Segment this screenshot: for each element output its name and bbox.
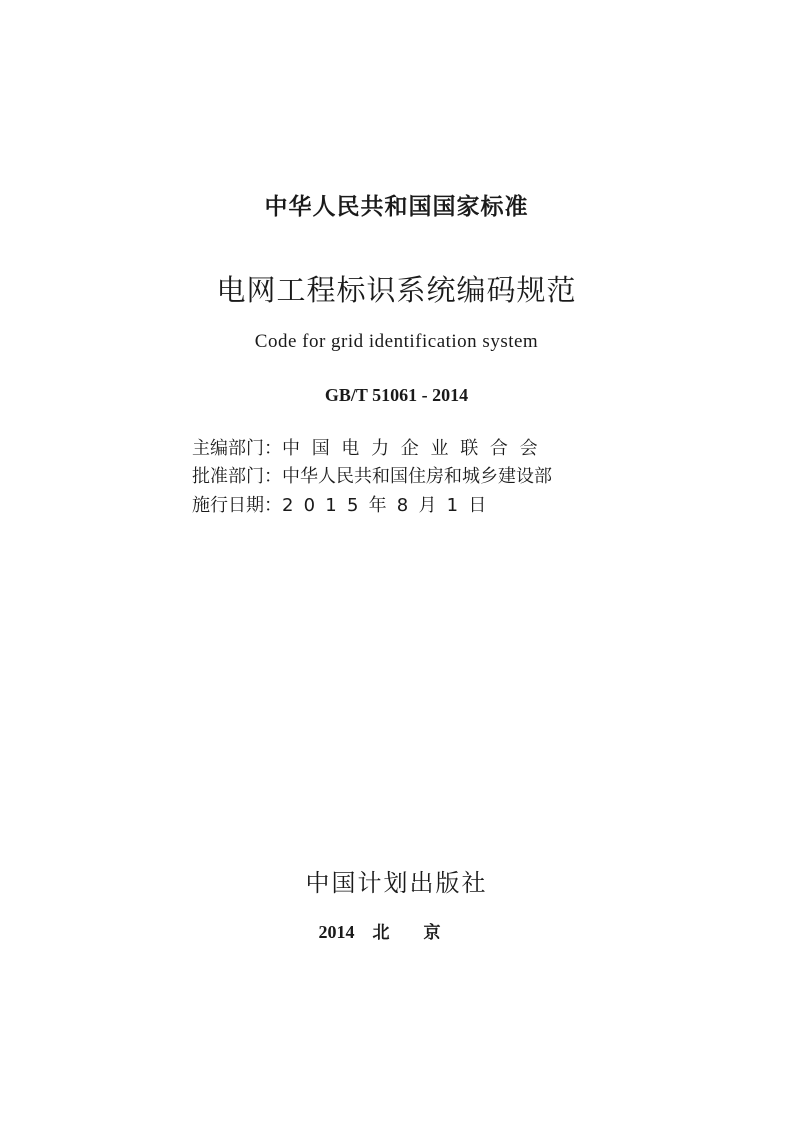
title-english: Code for grid identification system	[254, 331, 539, 352]
standard-series-title: 中华人民共和国国家标准	[264, 194, 529, 220]
standard-code: GB/T 51061 - 2014	[324, 385, 469, 405]
editor-row	[192, 438, 549, 460]
editor-value: 中国电力企业联合会	[282, 438, 550, 459]
publication-city: 北京	[372, 923, 475, 943]
approver-label: 批准部门：	[192, 466, 282, 487]
approver-value: 中华人民共和国住房和城乡建设部	[282, 466, 552, 487]
effective-date-value: 2015年8月1日	[282, 495, 497, 516]
publisher-name: 中国计划出版社	[305, 869, 488, 897]
approver-row	[192, 466, 552, 488]
publication-place	[0, 918, 793, 943]
effective-date-row	[192, 495, 497, 517]
title-chinese: 电网工程标识系统编码规范	[216, 273, 577, 307]
editor-label: 主编部门：	[192, 438, 282, 459]
publication-year: 2014	[318, 922, 355, 942]
effective-date-label: 施行日期：	[192, 495, 282, 516]
